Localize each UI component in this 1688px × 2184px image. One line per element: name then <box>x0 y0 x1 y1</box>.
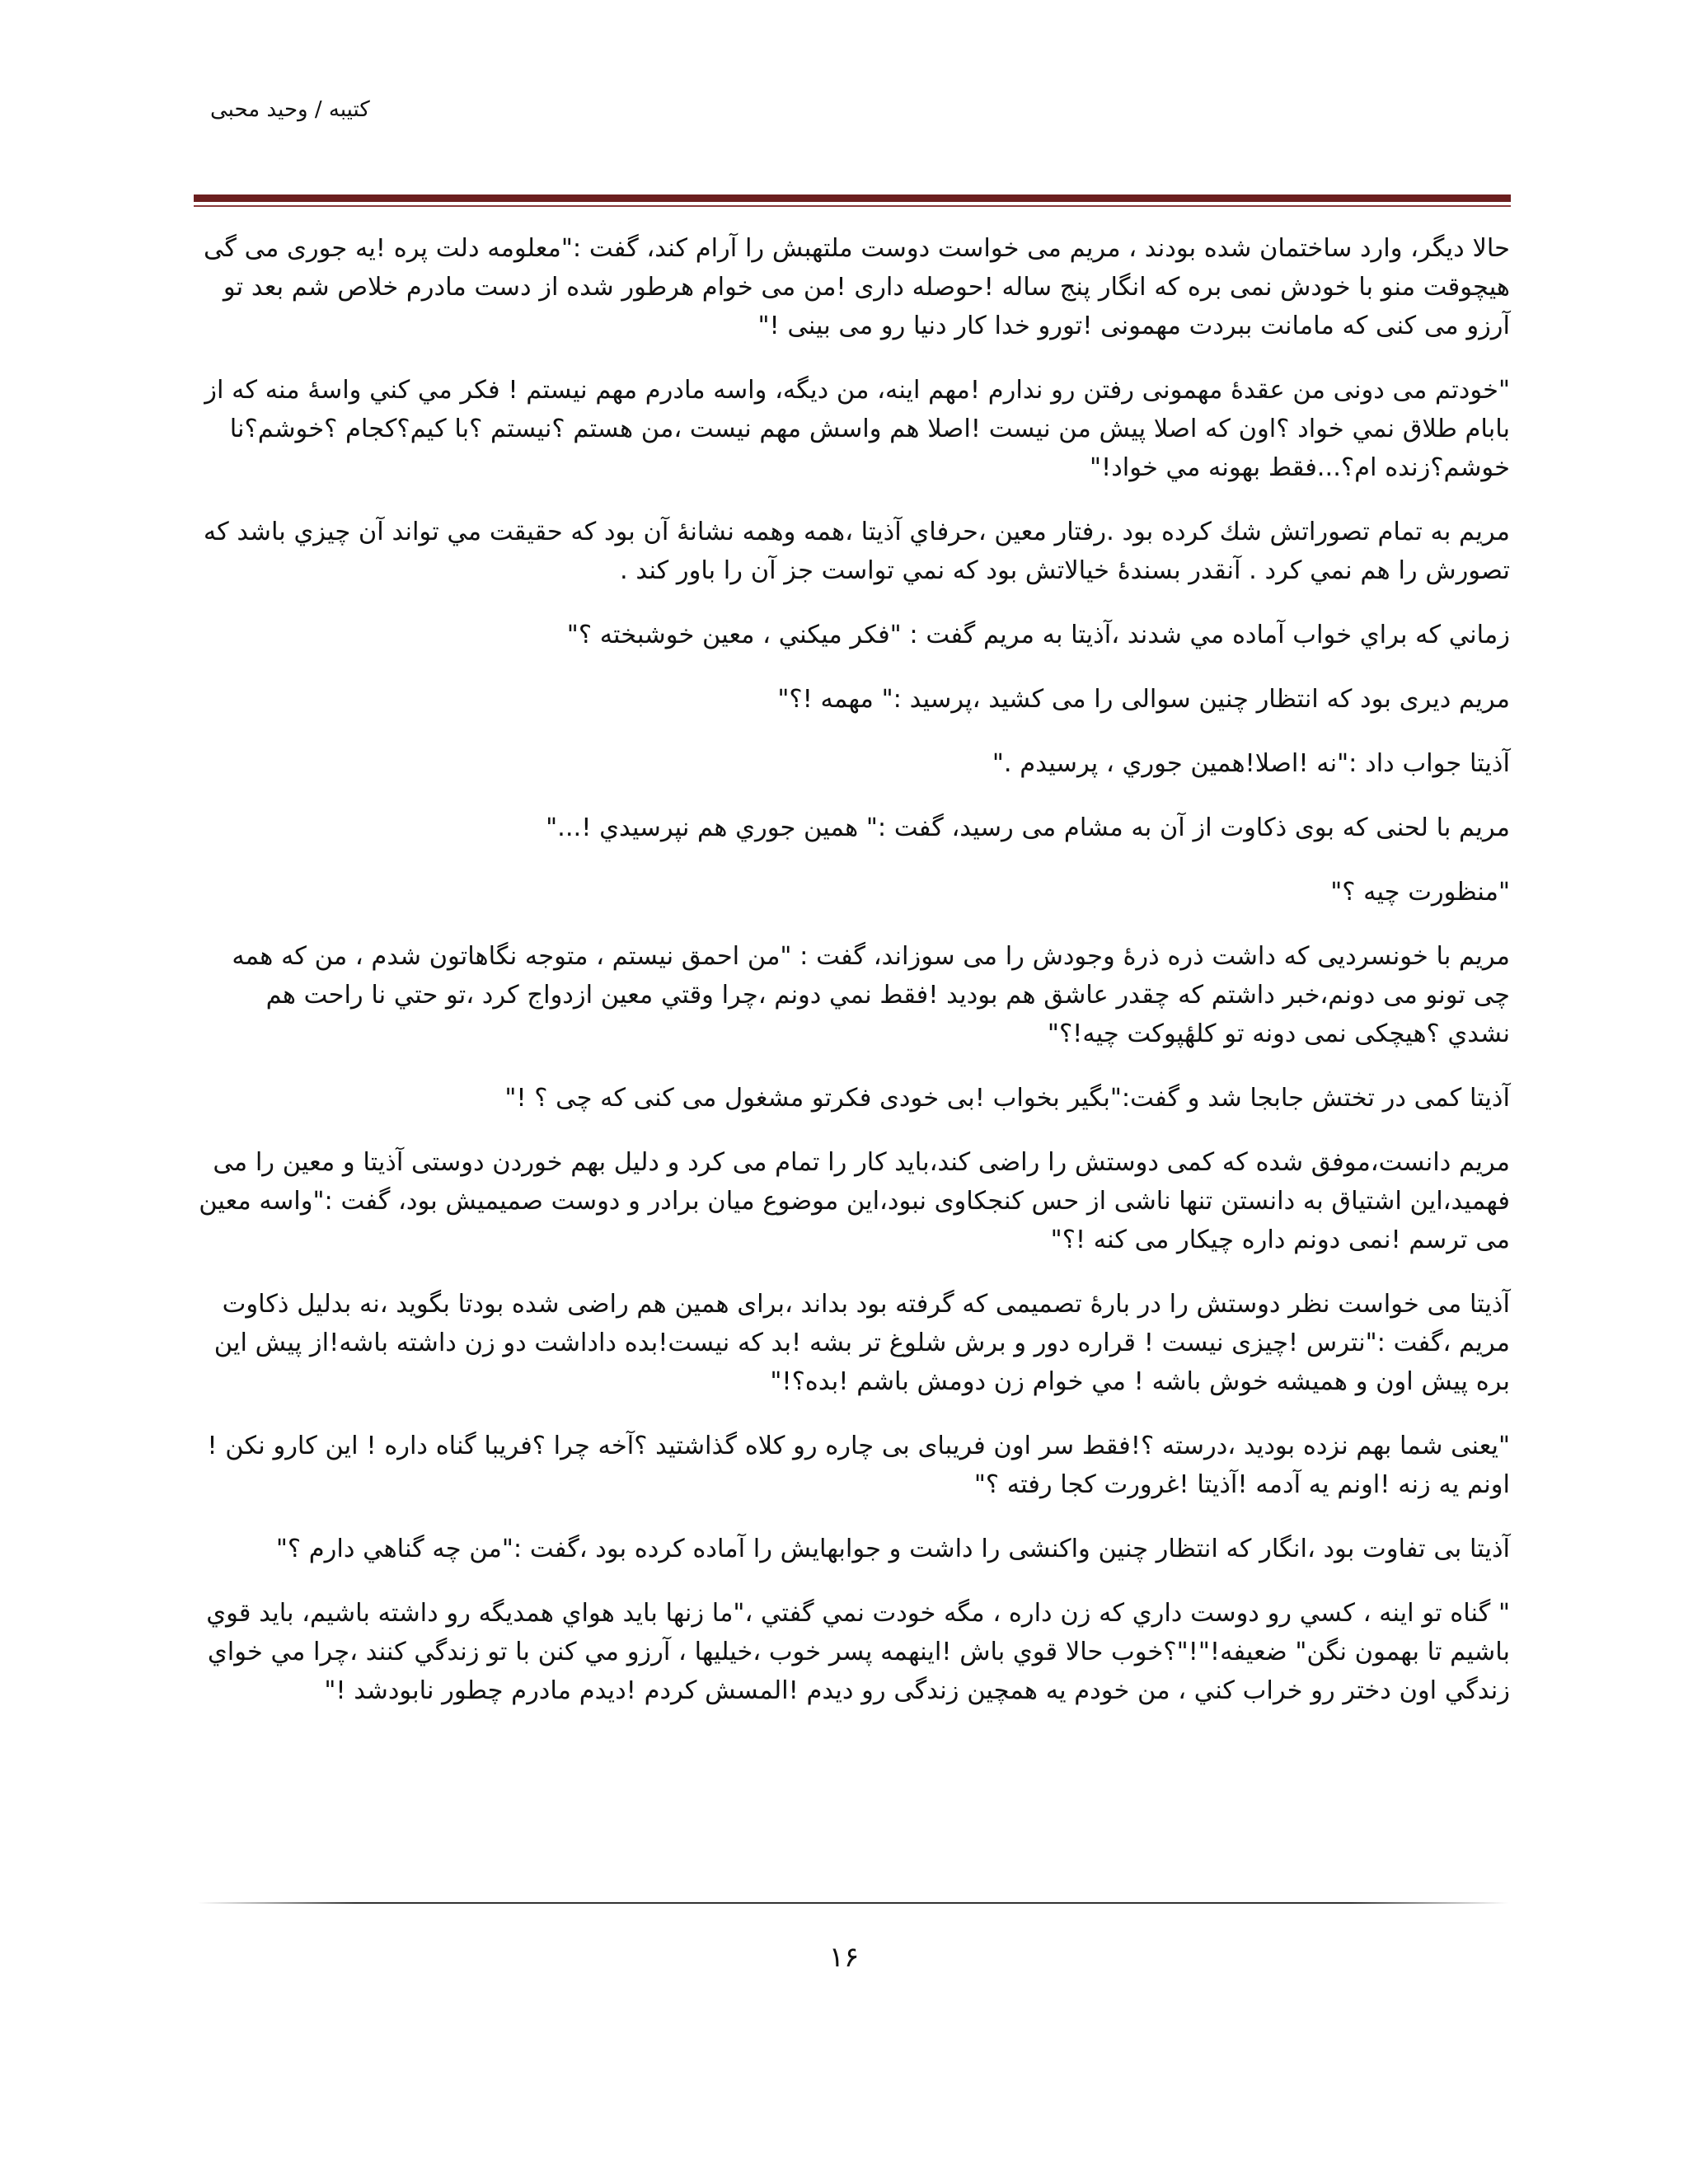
paragraph: "خودتم می دونی من عقدهٔ مهمونی رفتن رو ندارم !مهم اینه، من دیگه، واسه مادرم مهم نیستم ! فکر مي كني واسهٔ منه که از بابام طلاق نمي خواد ؟اون كه اصلا پیش من نیست !اصلا هم واسش مهم نیست ،من هستم ؟نیستم ؟با کیم؟کجام ؟خوشم؟نا خوشم؟زنده ام؟...فقط بهونه مي خواد!" <box>204 376 1510 482</box>
body-text <box>198 229 1510 1736</box>
paragraph: مريم با خونسردیی که داشت ذره ذرهٔ وجودش را می سوزاند، گفت : "من احمق نيستم ، متوجه نگاهاتون شدم ، من که همه چی تونو می دونم،خبر داشتم که چقدر عاشق هم بودید !فقط نمي دونم ،چرا وقتي معين ازدواج كرد ،تو حتي نا راحت هم نشدي ؟هيچكی نمی دونه تو كلهٔپوكت چيه!؟" <box>232 942 1510 1048</box>
paragraph: آذيتا بی تفاوت بود ،انگار که انتظار چنین واکنشی را داشت و جوابهایش را آماده کرده بود ،گفت :"من چه گناهي دارم ؟" <box>275 1535 1510 1563</box>
paragraph: "يعنی شما بهم نزده بودید ،درسته ؟!فقط سر اون فریبای بی چاره رو کلاه گذاشتید ؟آخه چرا ؟فریبا گناه داره ! این کارو نکن !اونم یه زنه !اونم یه آدمه !آذيتا !غرورت کجا رفته ؟" <box>207 1432 1510 1499</box>
paragraph: مریم با لحنی که بوی ذکاوت از آن به مشام می رسید، گفت :" همين جوري هم نپرسيدي !..." <box>546 813 1510 842</box>
paragraph: آذيتا كمی در تختش جابجا شد و گفت:"بگير بخواب !بی خودی فکرتو مشغول می کنی که چی ؟ !" <box>504 1084 1510 1113</box>
paragraph: حالا دیگر، وارد ساختمان شده بودند ، مریم می خواست دوست ملتهبش را آرام کند، گفت :"معلومه دلت پره !یه جوری می گی هیچوقت منو با خودش نمی بره که انگار پنج ساله !حوصله داری !من می خوام هرطور شده از دست مادرم خلاص شم بعد تو آرزو می کنی که مامانت ببردت مهمونی !تورو خدا کار دنیا رو می بینی !" <box>203 234 1510 340</box>
paragraph: مريم دانست،موفق شده که کمی دوستش را راضی کند،باید کار را تمام می کرد و دلیل بهم خوردن دوستی آذيتا و معين را می فهمید،این اشتیاق به دانستن تنها ناشی از حس کنجکاوی نبود،این موضوع میان برادر و دوست صمیمیش بود، گفت :"واسه معين می ترسم !نمی دونم داره چيكار می كنه !؟" <box>199 1148 1510 1254</box>
header-rule-thick <box>194 194 1511 202</box>
footer-rule <box>198 1902 1508 1904</box>
header-rule-thin <box>194 205 1511 207</box>
page-number: ۱۶ <box>828 1941 860 1974</box>
paragraph: زماني كه براي خواب آماده مي شدند ،آذيتا به مريم گفت : "فكر ميكني ، معين خوشبخته ؟" <box>566 621 1510 649</box>
paragraph: مريم به تمام تصوراتش شك كرده بود .رفتار معين ،حرفاي آذيتا ،همه وهمه نشانهٔ آن بود كه حقيقت مي تواند آن چيزي باشد كه تصورش را هم نمي كرد . آنقدر بسندهٔ خيالاتش بود كه نمي تواست جز آن را باور كند . <box>203 518 1510 585</box>
paragraph: " گناه تو اينه ، كسي رو دوست داري كه زن داره ، مگه خودت نمي گفتي ،"ما زنها بايد هواي همديگه رو داشته باشيم، بايد قوي باشيم تا بهمون نگن" ضعيفه!"!"؟خوب حالا قوي باش !اينهمه پسر خوب ،خيليها ، آرزو مي كنن با تو زندگي كنند ،چرا مي خواي زندگي اون دختر رو خراب كني ، من خودم يه همچين زندگی رو ديدم !المسش كردم !ديدم مادرم چطور نابودشد !" <box>206 1599 1510 1705</box>
paragraph: "منظورت چيه ؟" <box>1330 878 1510 907</box>
running-header: کتیبه / وحید محبی <box>210 97 370 122</box>
paragraph: مریم دیری بود که انتظار چنین سوالی را می کشید ،پرسید :" مهمه !؟" <box>777 685 1510 714</box>
paragraph: آذيتا جواب داد :"نه !اصلا!همين جوري ، پرسيدم ." <box>992 749 1510 778</box>
paragraph: آذيتا می خواست نظر دوستش را در بارهٔ تصمیمی که گرفته بود بداند ،برای همین هم راضی شده بودتا بگوید ،نه بدلیل ذکاوت مريم ،گفت :"نترس !چیزی نیست ! قراره دور و برش شلوغ تر بشه !بد كه نيست!بده داداشت دو زن داشته باشه!از پیش این بره پیش اون و همیشه خوش باشه ! مي خوام زن دومش باشم !بده؟!" <box>213 1290 1510 1396</box>
